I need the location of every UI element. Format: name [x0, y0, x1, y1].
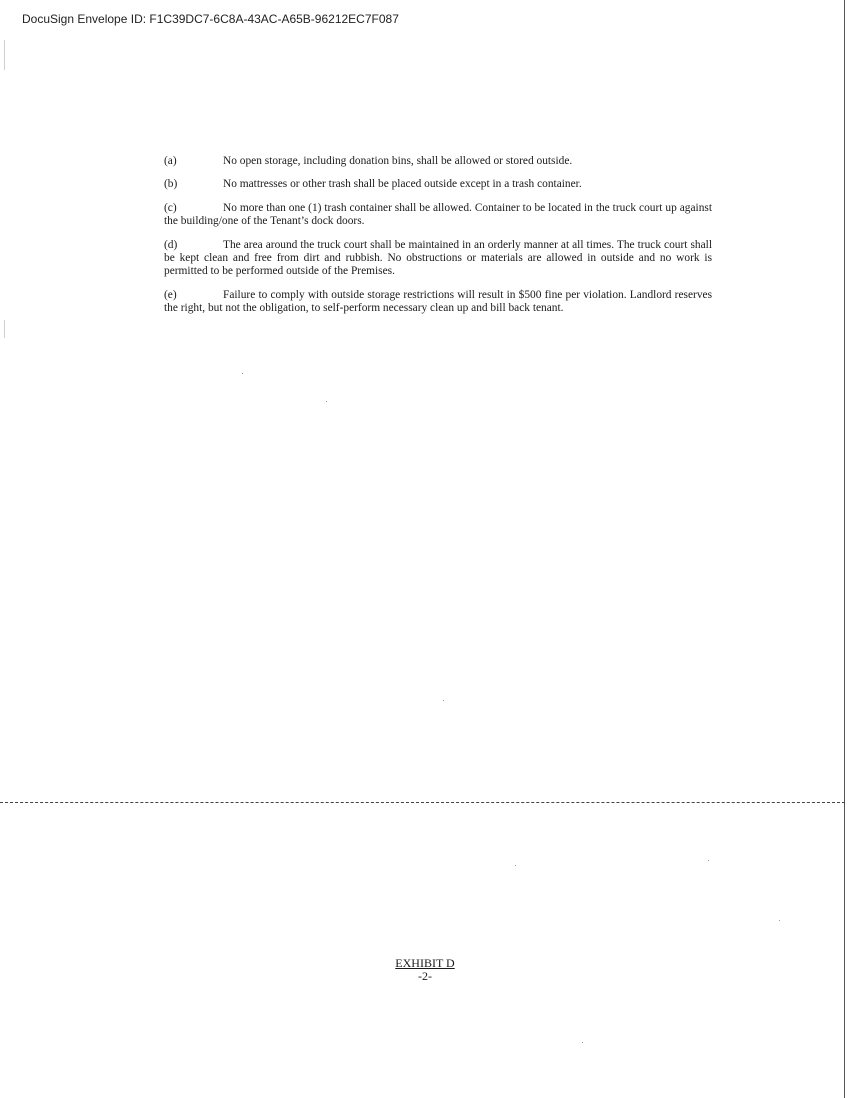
item-text: No more than one (1) trash container shall be allowed. Container to be located in the truck court up against the building/one of the Tenant’s dock doors. — [164, 201, 712, 228]
page-fold-line — [0, 802, 845, 803]
item-text: No open storage, including donation bins, shall be allowed or stored outside. — [223, 155, 573, 167]
list-item — [164, 289, 712, 316]
document-body — [164, 155, 712, 326]
page-footer — [340, 957, 510, 983]
item-text: No mattresses or other trash shall be placed outside except in a trash container. — [223, 178, 582, 191]
scan-dot — [708, 860, 709, 861]
page-number: -2- — [418, 969, 432, 983]
list-item — [164, 155, 712, 168]
scan-dot — [515, 865, 516, 866]
item-label: (e) — [164, 288, 177, 301]
scan-dot — [443, 700, 444, 701]
scan-dot — [779, 920, 780, 921]
item-text: Failure to comply with outside storage restrictions will result in $500 fine per violation. Landlord reserves the right, but not the obligation, to self-perform necessary clean up and bill back tenant. — [164, 288, 712, 315]
item-text: The area around the truck court shall be maintained in an orderly manner at all times. The truck court shall be kept clean and free from dirt and rubbish. No obstructions or materials are allowed in outside and no work is permitted to be performed outside of the Premises. — [164, 238, 712, 278]
list-item — [164, 239, 712, 279]
scan-dot — [326, 401, 327, 402]
exhibit-title: EXHIBIT D — [395, 956, 455, 970]
scan-speck — [4, 320, 5, 338]
scan-dot — [242, 373, 243, 374]
item-label: (d) — [164, 238, 178, 251]
list-item — [164, 178, 712, 191]
list-item — [164, 202, 712, 229]
item-label: (a) — [164, 155, 177, 167]
item-label: (c) — [164, 201, 177, 214]
scan-dot — [582, 1042, 583, 1043]
envelope-id: DocuSign Envelope ID: F1C39DC7-6C8A-43AC-A65B-96212EC7F087 — [22, 12, 399, 26]
item-label: (b) — [164, 178, 178, 191]
scan-edge-right — [844, 0, 845, 1098]
scan-speck — [4, 40, 5, 70]
